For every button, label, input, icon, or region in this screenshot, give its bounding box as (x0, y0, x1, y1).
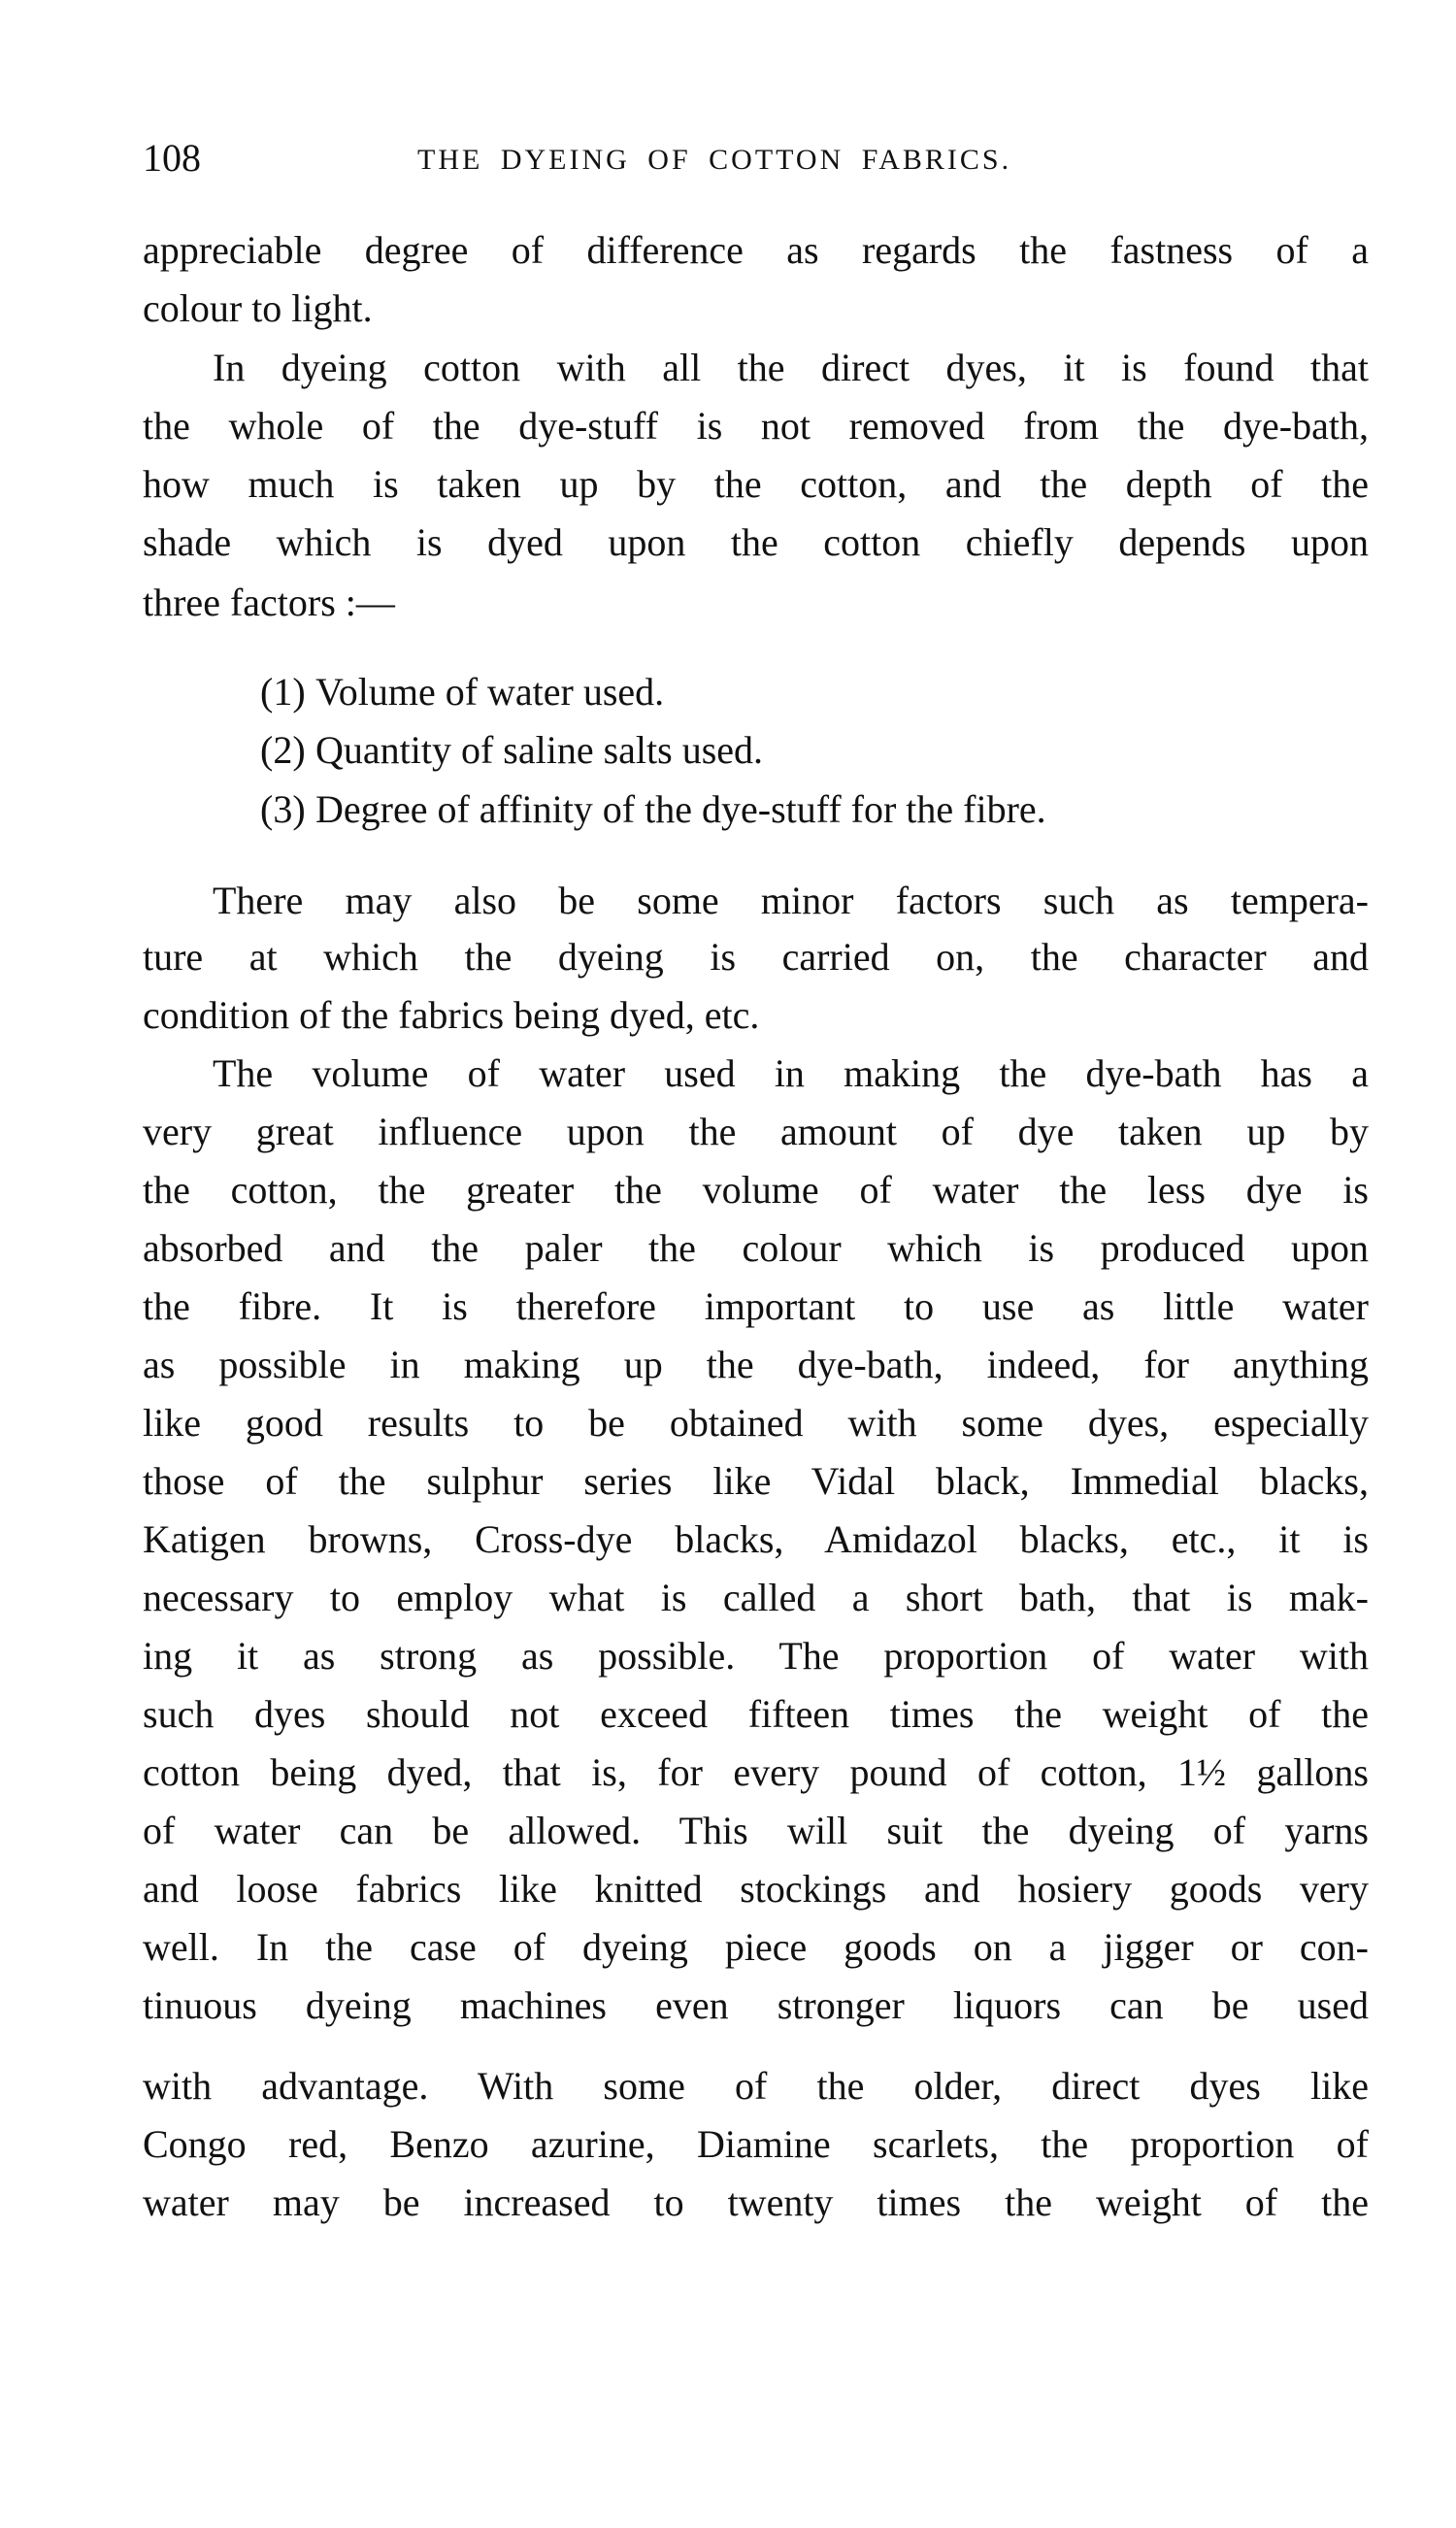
factor-text: Quantity of saline salts used. (315, 728, 764, 772)
text-line: Katigen browns, Cross-dye blacks, Amidazol blacks, etc., it is (143, 1517, 1369, 1561)
text-line: as possible in making up the dye-bath, indeed, for anything (143, 1343, 1369, 1386)
text-line: very great influence upon the amount of dye taken up by (143, 1110, 1369, 1153)
text-line: and loose fabrics like knitted stockings and hosiery goods very (143, 1867, 1369, 1911)
text-line: like good results to be obtained with some dyes, especially (143, 1401, 1369, 1445)
factor-text: Volume of water used. (315, 670, 665, 714)
text-line: the fibre. It is therefore important to use as little water (143, 1284, 1369, 1328)
running-head (143, 134, 1113, 183)
running-title: THE DYEING OF COTTON FABRICS. (417, 144, 1012, 176)
text-line: absorbed and the paler the colour which is produced upon (143, 1226, 1369, 1270)
text-line: well. In the case of dyeing piece goods on a jigger or con- (143, 1925, 1369, 1969)
text-line: ing it as strong as possible. The proportion of water with (143, 1634, 1369, 1678)
text-line: appreciable degree of difference as regards the fastness of a (143, 228, 1369, 272)
text-line: how much is taken up by the cotton, and the depth of the (143, 462, 1369, 506)
text-line: such dyes should not exceed fifteen times the weight of the (143, 1692, 1369, 1736)
factor-number: (3) (260, 787, 306, 831)
text-line: with advantage. With some of the older, direct dyes like (143, 2064, 1369, 2108)
text-line: tinuous dyeing machines even stronger liquors can be used (143, 1983, 1369, 2027)
factor-item (260, 721, 763, 780)
text-line: cotton being dyed, that is, for every pound of cotton, 1½ gallons (143, 1750, 1369, 1794)
text-line: condition of the fabrics being dyed, etc. (143, 993, 760, 1037)
text-line: The volume of water used in making the dye-bath has a (213, 1051, 1369, 1095)
text-line: the cotton, the greater the volume of water the less dye is (143, 1168, 1369, 1212)
factor-number: (2) (260, 728, 306, 772)
text-line: three factors :— (143, 581, 395, 624)
text-line: colour to light. (143, 286, 373, 330)
text-line: of water can be allowed. This will suit the dyeing of yarns (143, 1809, 1369, 1852)
text-line: Congo red, Benzo azurine, Diamine scarlets, the proportion of (143, 2122, 1369, 2166)
text-line: shade which is dyed upon the cotton chiefly depends upon (143, 520, 1369, 564)
factor-item (260, 781, 1046, 839)
page-number: 108 (143, 136, 201, 180)
text-line: necessary to employ what is called a short bath, that is mak- (143, 1576, 1369, 1619)
text-line: those of the sulphur series like Vidal black, Immedial blacks, (143, 1459, 1369, 1503)
text-line: ture at which the dyeing is carried on, the character and (143, 935, 1369, 979)
factor-number: (1) (260, 670, 306, 714)
text-line: the whole of the dye-stuff is not removed from the dye-bath, (143, 404, 1369, 448)
text-line: In dyeing cotton with all the direct dyes, it is found that (213, 346, 1369, 389)
factor-item (260, 663, 664, 721)
factor-text: Degree of affinity of the dye-stuff for the fibre. (315, 787, 1046, 831)
text-line: There may also be some minor factors such as tempera- (213, 879, 1369, 922)
text-line: water may be increased to twenty times the weight of the (143, 2180, 1369, 2224)
